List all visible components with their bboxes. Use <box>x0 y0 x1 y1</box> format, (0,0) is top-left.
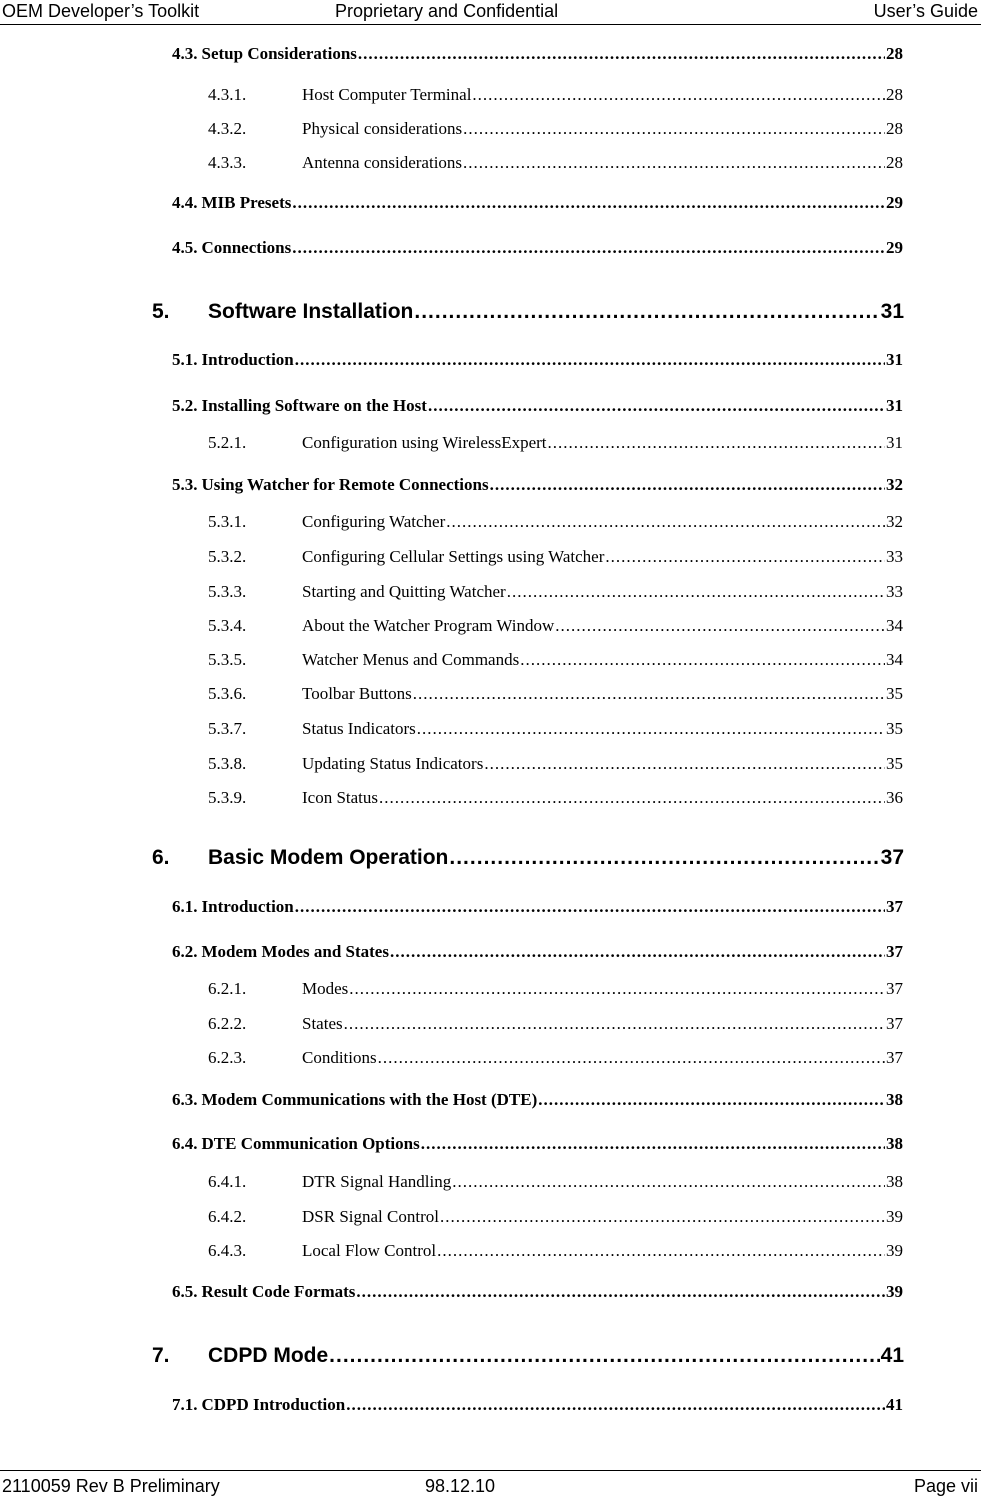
toc-entry-level-3[interactable] <box>208 788 903 808</box>
toc-entry-level-2[interactable] <box>172 396 903 416</box>
header-left-text: OEM Developer’s Toolkit <box>2 1 200 21</box>
toc-entry-number: 5.3.4. <box>208 616 247 635</box>
toc-entry-page-number: 28 <box>886 44 903 63</box>
footer-center-text: 98.12.10 <box>425 1476 496 1496</box>
toc-entry-title: States <box>302 1014 343 1033</box>
toc-entry-page-number: 34 <box>886 650 903 669</box>
toc-entry-page-number: 41 <box>880 1344 904 1367</box>
toc-entry-number: 4.3.2. <box>208 119 247 138</box>
toc-entry-level-3[interactable] <box>208 582 903 602</box>
toc-dot-leader <box>292 238 885 258</box>
toc-entry-title: MIB Presets <box>201 193 292 212</box>
toc-entry-number: 4.5. <box>172 238 198 257</box>
toc-entry-page-number: 31 <box>886 396 903 415</box>
toc-entry-title: Basic Modem Operation <box>208 846 449 869</box>
toc-entry-level-1[interactable] <box>152 300 904 324</box>
toc-entry-number: 6.4. <box>172 1134 198 1153</box>
toc-entry-title: Configuring Cellular Settings using Watcher <box>302 547 605 566</box>
toc-entry-page-number: 29 <box>886 193 903 212</box>
toc-entry-number: 5. <box>152 300 170 323</box>
toc-entry-number: 6.4.2. <box>208 1207 247 1226</box>
toc-entry-level-3[interactable] <box>208 1048 903 1068</box>
toc-entry-page-number: 38 <box>886 1134 903 1153</box>
toc-dot-leader <box>329 1344 879 1368</box>
toc-dot-leader <box>295 897 885 917</box>
toc-entry-page-number: 37 <box>886 942 903 961</box>
toc-entry-number: 5.3. <box>172 475 198 494</box>
toc-entry-page-number: 31 <box>886 433 903 452</box>
toc-dot-leader <box>555 616 885 636</box>
toc-entry-title: Connections <box>201 238 292 257</box>
toc-entry-number: 6. <box>152 846 170 869</box>
toc-entry-page-number: 37 <box>886 1014 903 1033</box>
toc-entry-number: 4.3.3. <box>208 153 247 172</box>
toc-entry-level-3[interactable] <box>208 1172 903 1192</box>
footer-page-number: Page vii <box>913 1476 978 1496</box>
toc-entry-number: 6.4.3. <box>208 1241 247 1260</box>
toc-dot-leader <box>428 396 885 416</box>
toc-entry-page-number: 39 <box>886 1282 903 1301</box>
toc-entry-page-number: 35 <box>886 684 903 703</box>
toc-entry-page-number: 33 <box>886 547 903 566</box>
toc-entry-level-3[interactable] <box>208 119 903 139</box>
toc-entry-number: 5.3.7. <box>208 719 247 738</box>
toc-entry-title: Configuration using WirelessExpert <box>302 433 547 452</box>
toc-entry-page-number: 28 <box>886 85 903 104</box>
toc-entry-page-number: 37 <box>886 979 903 998</box>
toc-entry-page-number: 34 <box>886 616 903 635</box>
toc-entry-page-number: 36 <box>886 788 903 807</box>
toc-dot-leader <box>446 512 885 532</box>
toc-entry-title: Introduction <box>201 897 294 916</box>
toc-entry-page-number: 28 <box>886 119 903 138</box>
toc-entry-title: Modes <box>302 979 349 998</box>
toc-entry-number: 6.2.1. <box>208 979 247 998</box>
toc-dot-leader <box>344 1014 885 1034</box>
toc-dot-leader <box>548 433 885 453</box>
toc-dot-leader <box>449 846 879 870</box>
toc-entry-level-3[interactable] <box>208 512 903 532</box>
toc-entry-title: Software Installation <box>208 300 414 323</box>
toc-entry-level-3[interactable] <box>208 433 903 453</box>
toc-entry-number: 5.3.8. <box>208 754 247 773</box>
toc-entry-title: Physical considerations <box>302 119 463 138</box>
header-right-text: User’s Guide <box>873 1 978 21</box>
toc-entry-number: 5.3.2. <box>208 547 247 566</box>
toc-entry-page-number: 29 <box>886 238 903 257</box>
toc-entry-level-3[interactable] <box>208 684 903 704</box>
toc-entry-level-2[interactable] <box>172 193 903 213</box>
toc-entry-level-2[interactable] <box>172 1395 903 1415</box>
toc-entry-title: Configuring Watcher <box>302 512 446 531</box>
toc-dot-leader <box>413 684 885 704</box>
toc-entry-level-3[interactable] <box>208 1241 903 1261</box>
toc-dot-leader <box>346 1395 885 1415</box>
toc-dot-leader <box>358 44 885 64</box>
toc-entry-title: CDPD Introduction <box>201 1395 346 1414</box>
toc-entry-title: Antenna considerations <box>302 153 463 172</box>
toc-entry-page-number: 31 <box>880 300 904 323</box>
toc-entry-level-1[interactable] <box>152 1344 904 1368</box>
toc-entry-number: 4.4. <box>172 193 198 212</box>
toc-dot-leader <box>417 719 885 739</box>
toc-entry-page-number: 35 <box>886 754 903 773</box>
toc-entry-level-3[interactable] <box>208 85 903 105</box>
toc-dot-leader <box>440 1207 885 1227</box>
toc-dot-leader <box>437 1241 885 1261</box>
toc-entry-level-2[interactable] <box>172 1282 903 1302</box>
toc-entry-page-number: 35 <box>886 719 903 738</box>
toc-dot-leader <box>490 475 885 495</box>
toc-entry-title: Setup Considerations <box>201 44 357 63</box>
toc-entry-level-2[interactable] <box>172 238 903 258</box>
toc-dot-leader <box>472 85 885 105</box>
toc-dot-leader <box>452 1172 885 1192</box>
toc-entry-level-3[interactable] <box>208 1014 903 1034</box>
toc-entry-level-2[interactable] <box>172 1134 903 1154</box>
toc-entry-title: CDPD Mode <box>208 1344 329 1367</box>
toc-entry-number: 5.3.1. <box>208 512 247 531</box>
toc-entry-page-number: 38 <box>886 1172 903 1191</box>
toc-entry-page-number: 32 <box>886 475 903 494</box>
toc-entry-title: DTR Signal Handling <box>302 1172 452 1191</box>
toc-entry-number: 5.2.1. <box>208 433 247 452</box>
toc-entry-title: Host Computer Terminal <box>302 85 472 104</box>
toc-entry-number: 6.3. <box>172 1090 198 1109</box>
toc-entry-page-number: 32 <box>886 512 903 531</box>
toc-entry-number: 6.4.1. <box>208 1172 247 1191</box>
toc-entry-number: 5.3.6. <box>208 684 247 703</box>
toc-entry-number: 6.2.2. <box>208 1014 247 1033</box>
toc-entry-level-3[interactable] <box>208 719 903 739</box>
toc-entry-title: Installing Software on the Host <box>201 396 427 415</box>
toc-dot-leader <box>484 754 885 774</box>
toc-entry-number: 5.3.3. <box>208 582 247 601</box>
toc-entry-page-number: 31 <box>886 350 903 369</box>
toc-entry-number: 5.1. <box>172 350 198 369</box>
toc-entry-title: Modem Modes and States <box>201 942 389 961</box>
toc-entry-page-number: 33 <box>886 582 903 601</box>
toc-entry-page-number: 41 <box>886 1395 903 1414</box>
toc-dot-leader <box>390 942 885 962</box>
toc-entry-title: Updating Status Indicators <box>302 754 484 773</box>
toc-entry-title: Using Watcher for Remote Connections <box>201 475 489 494</box>
toc-entry-level-3[interactable] <box>208 650 903 670</box>
toc-entry-title: Result Code Formats <box>201 1282 356 1301</box>
toc-entry-level-3[interactable] <box>208 979 903 999</box>
toc-entry-title: DTE Communication Options <box>201 1134 420 1153</box>
toc-entry-number: 4.3.1. <box>208 85 247 104</box>
toc-entry-number: 4.3. <box>172 44 198 63</box>
toc-dot-leader <box>292 193 885 213</box>
toc-entry-page-number: 28 <box>886 153 903 172</box>
footer-left-text: 2110059 Rev B Preliminary <box>2 1476 220 1496</box>
toc-dot-leader <box>507 582 885 602</box>
toc-entry-page-number: 37 <box>880 846 904 869</box>
toc-entry-number: 6.5. <box>172 1282 198 1301</box>
toc-entry-page-number: 38 <box>886 1090 903 1109</box>
toc-entry-number: 6.1. <box>172 897 198 916</box>
toc-entry-level-2[interactable] <box>172 1090 903 1110</box>
toc-entry-number: 5.2. <box>172 396 198 415</box>
toc-entry-title: Local Flow Control <box>302 1241 437 1260</box>
toc-entry-level-2[interactable] <box>172 942 903 962</box>
toc-entry-title: Conditions <box>302 1048 377 1067</box>
toc-entry-level-2[interactable] <box>172 44 903 64</box>
toc-entry-page-number: 37 <box>886 897 903 916</box>
toc-entry-title: Introduction <box>201 350 294 369</box>
toc-entry-level-3[interactable] <box>208 616 903 636</box>
toc-entry-page-number: 39 <box>886 1241 903 1260</box>
toc-dot-leader <box>463 153 885 173</box>
toc-entry-number: 6.2.3. <box>208 1048 247 1067</box>
toc-dot-leader <box>295 350 885 370</box>
toc-entry-title: DSR Signal Control <box>302 1207 439 1226</box>
toc-dot-leader <box>520 650 885 670</box>
toc-entry-title: Modem Communications with the Host (DTE) <box>201 1090 538 1109</box>
toc-dot-leader <box>421 1134 885 1154</box>
toc-entry-number: 7.1. <box>172 1395 198 1414</box>
toc-entry-title: Status Indicators <box>302 719 416 738</box>
toc-entry-title: Watcher Menus and Commands <box>302 650 520 669</box>
toc-dot-leader <box>349 979 885 999</box>
toc-entry-page-number: 37 <box>886 1048 903 1067</box>
toc-entry-number: 5.3.5. <box>208 650 247 669</box>
toc-entry-page-number: 39 <box>886 1207 903 1226</box>
toc-dot-leader <box>378 1048 885 1068</box>
toc-entry-level-3[interactable] <box>208 153 903 173</box>
toc-entry-level-2[interactable] <box>172 897 903 917</box>
page-footer <box>0 1470 981 1498</box>
header-center-text: Proprietary and Confidential <box>335 1 559 21</box>
toc-entry-number: 5.3.9. <box>208 788 247 807</box>
toc-dot-leader <box>605 547 885 567</box>
toc-entry-level-3[interactable] <box>208 754 903 774</box>
toc-entry-title: Icon Status <box>302 788 379 807</box>
toc-dot-leader <box>538 1090 885 1110</box>
toc-dot-leader <box>356 1282 885 1302</box>
toc-entry-number: 7. <box>152 1344 170 1367</box>
toc-entry-title: Toolbar Buttons <box>302 684 412 703</box>
toc-dot-leader <box>414 300 879 324</box>
toc-entry-level-3[interactable] <box>208 1207 903 1227</box>
toc-entry-number: 6.2. <box>172 942 198 961</box>
toc-entry-level-1[interactable] <box>152 846 904 870</box>
toc-entry-title: About the Watcher Program Window <box>302 616 555 635</box>
toc-entry-title: Starting and Quitting Watcher <box>302 582 506 601</box>
toc-dot-leader <box>379 788 885 808</box>
toc-dot-leader <box>463 119 885 139</box>
toc-entry-level-2[interactable] <box>172 475 903 495</box>
toc-entry-level-2[interactable] <box>172 350 903 370</box>
toc-entry-level-3[interactable] <box>208 547 903 567</box>
